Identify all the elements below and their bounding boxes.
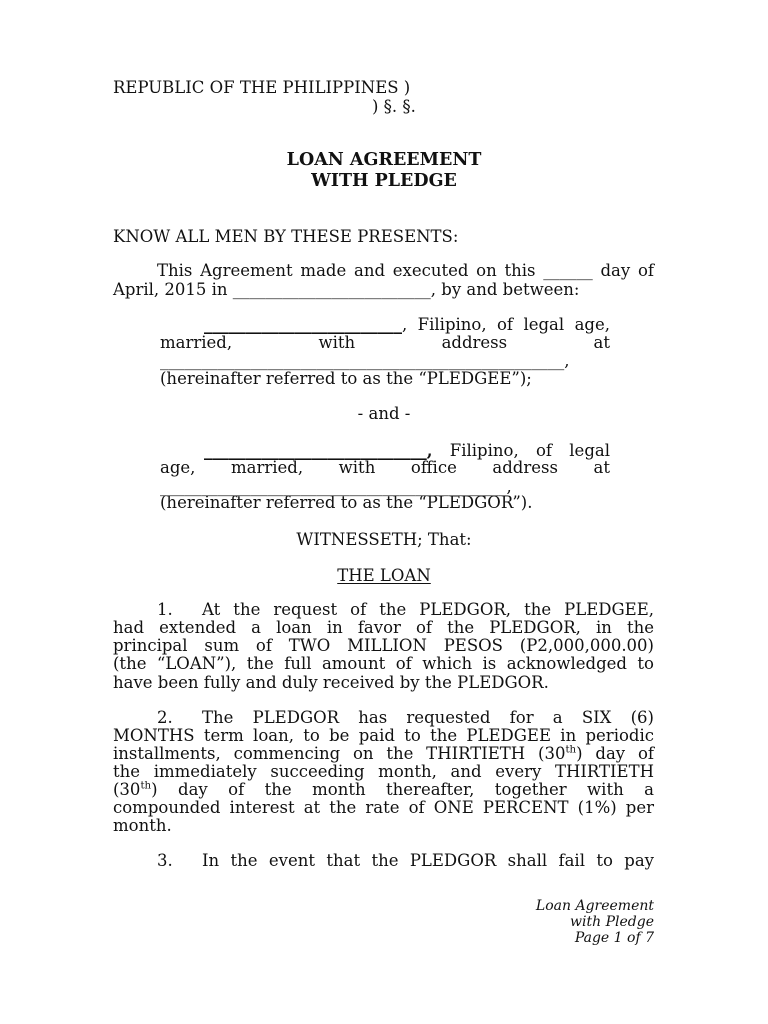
footer-title-line-2: with Pledge (570, 914, 654, 930)
section-heading-text: THE LOAN (337, 566, 431, 585)
paragraph-1-number: 1. (157, 600, 173, 619)
paragraph-1-line-4: (the “LOAN”), the full amount of which is acknowledged to (113, 654, 654, 673)
jurisdiction-line: REPUBLIC OF THE PHILIPPINES ) (113, 78, 411, 97)
pledgee-name-blank: ________________________ (204, 315, 402, 334)
paragraph-3-line-1: In the event that the PLEDGOR shall fail to pay (202, 851, 654, 870)
paragraph-3-number: 3. (157, 851, 173, 870)
paragraph-2-line-6: compounded interest at the rate of ONE PERCENT (1%) per (113, 798, 654, 817)
paragraph-2-line-3-text: installments, commencing on the THIRTIETH (30 (113, 744, 566, 763)
pledgee-address-blank: _________________________________________________, (160, 351, 570, 370)
paragraph-2-line-4: the immediately succeeding month, and every THIRTIETH (113, 762, 654, 781)
paragraph-2-line-5-text-end: ) day of the month thereafter, together with a (151, 780, 654, 799)
page-number: Page 1 of 7 (574, 930, 654, 946)
pledgee-name-line (204, 316, 610, 334)
document-title-line-2: WITH PLEDGE (311, 171, 457, 191)
pledgor-name-blank: ___________________________, (204, 441, 433, 460)
paragraph-2-line-2: MONTHS term loan, to be paid to the PLEDGEE in periodic (113, 726, 654, 745)
and-separator: - and - (357, 404, 411, 423)
paragraph-2-number: 2. (157, 708, 173, 727)
preamble: KNOW ALL MEN BY THESE PRESENTS: (113, 227, 459, 246)
paragraph-2-line-3 (113, 745, 654, 763)
paragraph-2-line-5-text: (30 (113, 780, 141, 799)
paragraph-2-line-3-text-end: ) day of (576, 744, 654, 763)
paragraph-1-line-1: At the request of the PLEDGOR, the PLEDGEE, (202, 600, 654, 619)
intro-line-2: April, 2015 in ________________________, by and between: (113, 280, 580, 299)
venue-mark: ) §. §. (372, 97, 416, 116)
paragraph-1-line-5: have been fully and duly received by the PLEDGOR. (113, 673, 549, 692)
section-heading (0, 567, 768, 585)
pledgee-line-2: married, with address at (160, 333, 610, 352)
pledgee-reference: (hereinafter referred to as the “PLEDGEE”); (160, 369, 532, 388)
paragraph-2-line-1: The PLEDGOR has requested for a SIX (6) (202, 708, 654, 727)
footer-title-line-1: Loan Agreement (535, 898, 654, 914)
ordinal-suffix: th (565, 744, 577, 756)
pledgor-address-blank: __________________________________________, (160, 477, 512, 496)
witnesseth-heading: WITNESSETH; That: (296, 530, 472, 549)
document-title-line-1: LOAN AGREEMENT (286, 150, 482, 170)
intro-line-1: This Agreement made and executed on this ______ day of (157, 261, 654, 280)
pledgor-line-2: age, married, with office address at (160, 458, 610, 477)
pledgee-description: , Filipino, of legal age, (402, 315, 610, 334)
pledgor-description: Filipino, of legal (432, 441, 610, 460)
paragraph-2-line-7: month. (113, 816, 172, 835)
pledgor-reference: (hereinafter referred to as the “PLEDGOR”). (160, 493, 533, 512)
paragraph-1-line-3: principal sum of TWO MILLION PESOS (P2,000,000.00) (113, 636, 654, 655)
ordinal-suffix: th (140, 780, 152, 792)
paragraph-1-line-2: had extended a loan in favor of the PLEDGOR, in the (113, 618, 654, 637)
paragraph-2-line-5 (113, 781, 654, 799)
